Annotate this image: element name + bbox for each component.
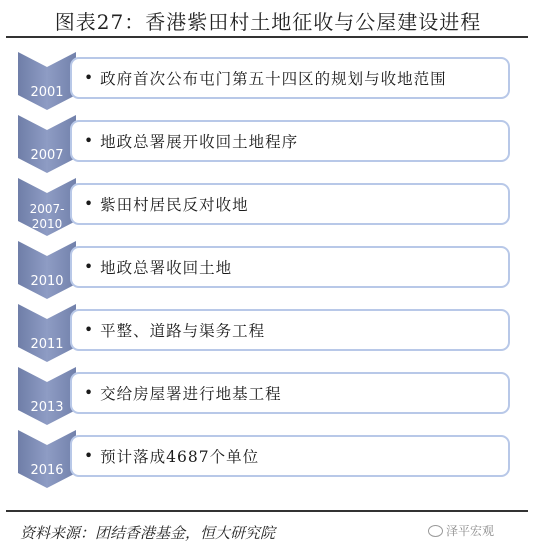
bullet: • — [84, 258, 95, 276]
timeline-chevron — [18, 304, 76, 362]
timeline-chevron — [18, 430, 76, 488]
step-year: 2013 — [30, 400, 64, 415]
timeline-chevron — [18, 115, 76, 173]
timeline-chevron — [18, 241, 76, 299]
timeline-chevron — [18, 52, 76, 110]
watermark-text: 泽平宏观 — [446, 524, 495, 538]
source-note: 资料来源：团结香港基金，恒大研究院 — [20, 524, 276, 542]
step-box — [70, 309, 510, 351]
step-box — [70, 372, 510, 414]
bottom-rule — [6, 510, 528, 512]
step-text: 平整、道路与渠务工程 — [100, 322, 266, 340]
bullet: • — [84, 384, 95, 402]
step-text: 地政总署展开收回土地程序 — [100, 133, 299, 151]
bullet: • — [84, 321, 95, 339]
step-box — [70, 435, 510, 477]
step-box — [70, 120, 510, 162]
step-text: 政府首次公布屯门第五十四区的规划与收地范围 — [100, 70, 447, 88]
step-year: 2010 — [30, 274, 64, 289]
step-year-line1: 2007- — [29, 202, 65, 216]
step-box — [70, 183, 510, 225]
bullet: • — [84, 195, 95, 213]
step-year: 2011 — [30, 337, 64, 352]
timeline-chevron — [18, 367, 76, 425]
step-box — [70, 57, 510, 99]
step-year-line2: 2010 — [31, 217, 63, 231]
step-box — [70, 246, 510, 288]
figure-title: 图表27：香港紫田村土地征收与公屋建设进程 — [54, 10, 482, 34]
wechat-icon — [428, 525, 443, 537]
bullet: • — [84, 132, 95, 150]
step-year: 2007 — [30, 148, 64, 163]
step-text: 交给房屋署进行地基工程 — [100, 385, 282, 403]
step-year: 2016 — [30, 463, 64, 478]
top-rule — [6, 36, 528, 38]
bullet: • — [84, 69, 95, 87]
watermark — [428, 522, 494, 539]
step-year — [18, 202, 76, 232]
bullet: • — [84, 447, 95, 465]
step-text: 预计落成4687个单位 — [100, 448, 260, 466]
step-text: 地政总署收回土地 — [100, 259, 233, 277]
step-text: 紫田村居民反对收地 — [100, 196, 249, 214]
step-year: 2001 — [30, 85, 64, 100]
